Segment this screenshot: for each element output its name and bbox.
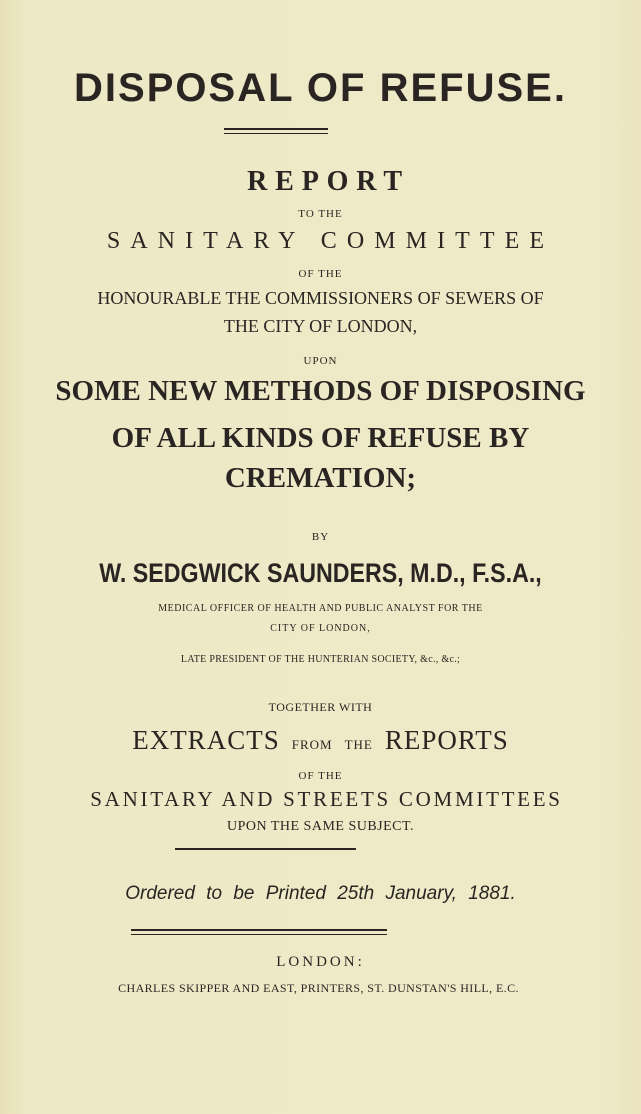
committees-line: SANITARY AND STREETS COMMITTEES xyxy=(90,787,563,811)
same-subject-line: UPON THE SAME SUBJECT. xyxy=(226,819,415,834)
upon-label: UPON xyxy=(303,355,338,367)
by-label: BY xyxy=(311,531,330,543)
from-word: FROM xyxy=(291,737,333,752)
imprint-city: LONDON: xyxy=(276,954,365,970)
of-the-label: OF THE xyxy=(298,268,343,280)
subject-line-3: CREMATION; xyxy=(224,462,417,494)
committee-heading: SANITARY COMMITTEE xyxy=(106,228,555,254)
imprint-rule-thin xyxy=(131,934,387,935)
order-line: Ordered to be Printed 25th January, 1881. xyxy=(125,883,516,904)
commissioners-line: HONOURABLE THE COMMISSIONERS OF SEWERS OF xyxy=(97,288,544,308)
together-with-label: TOGETHER WITH xyxy=(268,700,373,714)
author-role-3: LATE PRESIDENT OF THE HUNTERIAN SOCIETY, &c., &c.; xyxy=(180,654,461,665)
title-rule xyxy=(224,128,328,134)
main-title: DISPOSAL OF REFUSE. xyxy=(74,66,567,110)
subject-line-2: OF ALL KINDS OF REFUSE BY xyxy=(111,422,530,454)
city-line: THE CITY OF LONDON, xyxy=(223,316,418,336)
to-the-label: TO THE xyxy=(298,208,343,220)
author-name: W. SEDGWICK SAUNDERS, M.D., F.S.A., xyxy=(99,558,542,588)
the-word: THE xyxy=(344,737,373,752)
of-the-label-2: OF THE xyxy=(298,770,343,782)
imprint-printers: CHARLES SKIPPER AND EAST, PRINTERS, ST. DUNSTAN'S HILL, E.C. xyxy=(118,981,519,995)
imprint-rule-thick xyxy=(131,929,387,931)
order-rule xyxy=(175,848,356,850)
extracts-word: EXTRACTS xyxy=(132,725,280,755)
extracts-heading xyxy=(0,725,641,756)
author-role-1: MEDICAL OFFICER OF HEALTH AND PUBLIC ANALYST FOR THE xyxy=(158,603,483,614)
author-role-2: CITY OF LONDON, xyxy=(270,623,371,634)
subject-line-1: SOME NEW METHODS OF DISPOSING xyxy=(55,375,586,407)
reports-word: REPORTS xyxy=(384,725,509,755)
report-heading: REPORT xyxy=(247,166,410,197)
